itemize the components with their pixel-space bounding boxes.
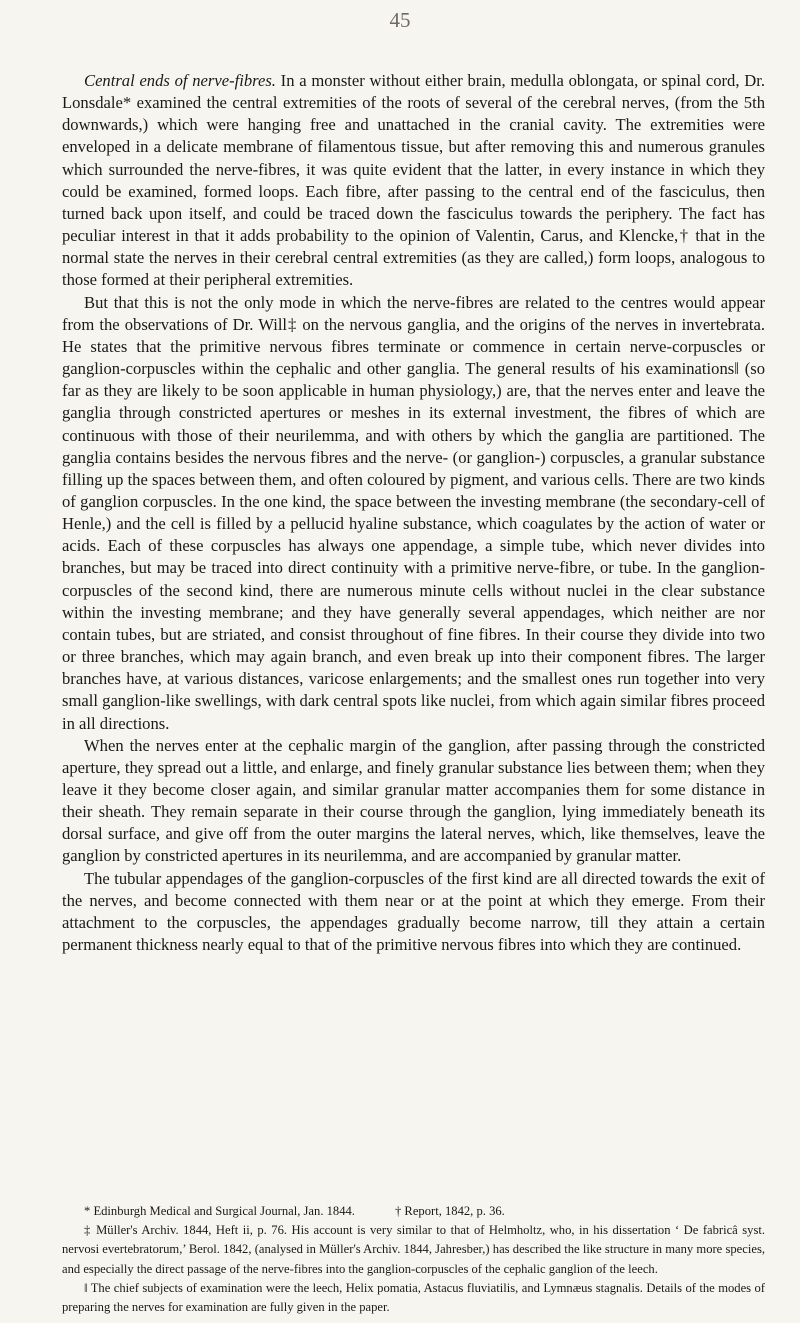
footnotes	[62, 1202, 765, 1317]
paragraph-will-observations	[62, 292, 765, 735]
footnote-parallel: ‖ The chief subjects of examination were the leech, Helix pomatia, Astacus fluviatilis, and Lymnæus stagnalis. Details of the modes of preparing the nerves for examination are fully given in the paper.	[62, 1280, 765, 1315]
paragraph-text: In a monster without either brain, medulla oblongata, or spinal cord, Dr. Lonsdale* examined the central extremities of the roots of several of the cerebral nerves, (from the 5th downwards,) which were hanging free and unattached in the cranial cavity. The extremities were enveloped in a delicate membrane of filamentous tissue, but after removing this and numerous granules which surrounded the nerve-fibres, it was quite evident that the latter, in every instance in which they could be examined, formed loops. Each fibre, after passing to the central end of the fasciculus, then turned back upon itself, and could be traced down the fasciculus towards the periphery. The fact has peculiar interest in that it adds probability to the opinion of Valentin, Carus, and Klencke,† that in the normal state the nerves in their cerebral central extremities (as they are called,) form loops, analogous to those formed at their peripheral extremities.	[62, 71, 765, 290]
paragraph-central-ends	[62, 70, 765, 292]
footnote-star-dagger	[62, 1202, 765, 1221]
body-text	[62, 70, 765, 956]
footnote-dagger: † Report, 1842, p. 36.	[394, 1204, 505, 1218]
paragraph-nerves-enter	[62, 735, 765, 868]
paragraph-text: But that this is not the only mode in which the nerve-fibres are related to the centres would appear from the observations of Dr. Will‡ on the nervous ganglia, and the origins of the nerves in invertebrata. He states that the primitive nervous fibres terminate or commence in certain nerve-corpuscles or ganglion-corpuscles within the cephalic and other ganglia. The general results of his examinations‖ (so far as they are likely to be soon applicable in human physiology,) are, that the nerves enter and leave the ganglia through constricted apertures or meshes in its external investment, the fibres of which are continuous with those of their neurilemma, and with others by which the ganglia are partitioned. The ganglia contains besides the nervous fibres and the nerve- (or ganglion-) corpuscles, a granular substance filling up the spaces between them, and often coloured by pigment, and various cells. There are two kinds of ganglion corpuscles. In the one kind, the space between the investing membrane (the secondary-cell of Henle,) and the cell is filled by a pellucid hyaline substance, which coagulates by the action of water or acids. Each of these corpuscles has always one appendage, a simple tube, which never divides into branches, but may be traced into direct continuity with a primitive nerve-fibre, or tube. In the ganglion-corpuscles of the second kind, there are numerous minute cells without nuclei in the clear substance within the investing membrane; and they have generally several appendages, which neither are nor contain tubes, but are striated, and consist throughout of fine fibres. In their course they divide into two or three branches, which may again branch, and even break up into their component fibres. The larger branches have, at various distances, varicose enlargements; and the smallest ones run together into very small ganglion-like swellings, with dark central spots like nuclei, from which again similar fibres proceed in all directions.	[62, 292, 765, 733]
paragraph-text: The tubular appendages of the ganglion-corpuscles of the first kind are all directed towards the exit of the nerves, and become connected with them near or at the point at which they emerge. From their attachment to the corpuscles, the appendages gradually become narrow, till they attain a certain permanent thickness nearly equal to that of the primitive nervous fibres into which they are continued.	[62, 868, 765, 955]
paragraph-text: When the nerves enter at the cephalic margin of the ganglion, after passing through the constricted aperture, they spread out a little, and enlarge, and finely granular substance lies between them; when they leave it they become closer again, and similar granular matter accompanies them for some distance in their sheath. They remain separate in their course through the ganglion, lying immediately beneath its dorsal surface, and give off from the outer margins the lateral nerves, which, like themselves, leave the ganglion by constricted apertures in its neurilemma, and are accompanied by granular matter.	[62, 735, 765, 866]
paragraph-tubular-appendages	[62, 868, 765, 957]
footnote-star: * Edinburgh Medical and Surgical Journal, Jan. 1844.	[84, 1204, 355, 1218]
page-number: 45	[389, 8, 411, 32]
footnote-double-dagger: ‡ Müller's Archiv. 1844, Heft ii, p. 76. His account is very similar to that of Helmholtz, who, in his dissertation ‘ De fabricâ syst. nervosi evertebratorum,’ Berol. 1842, (analysed in Müller's Archiv. 1844, Jahresber,) has described the like structure in many more species, and especially the direct passage of the nerve-fibres into the ganglion-corpuscles of the cephalic ganglion of the leech.	[62, 1223, 765, 1276]
section-heading: Central ends of nerve-fibres.	[84, 71, 276, 90]
